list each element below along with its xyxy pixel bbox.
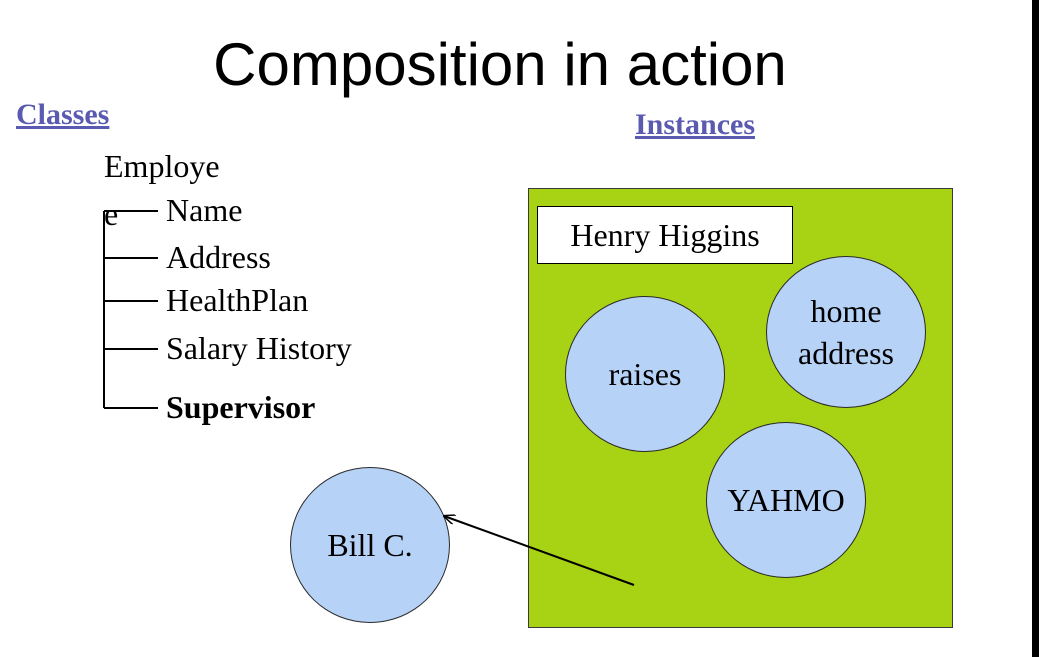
yahmo-label: YAHMO: [727, 482, 845, 518]
attribute-name: Name: [166, 192, 243, 228]
attribute-salary-history: Salary History: [166, 330, 352, 366]
instances-heading: Instances: [635, 108, 756, 141]
employee-class-name-line1: Employe: [104, 148, 220, 184]
attribute-supervisor: Supervisor: [166, 389, 316, 425]
home-address-label-line1: home: [810, 293, 882, 329]
classes-heading: Classes: [16, 98, 110, 131]
employee-class-name-line2: e: [104, 196, 119, 232]
right-edge-bar: [1032, 0, 1039, 657]
attribute-address: Address: [166, 239, 271, 275]
instance-name-label: Henry Higgins: [537, 206, 793, 264]
slide-title: Composition in action: [213, 31, 787, 98]
home-address-label-line2: address: [798, 335, 894, 371]
bill-c-label: Bill C.: [327, 527, 413, 563]
raises-label: raises: [608, 356, 682, 392]
attribute-healthplan: HealthPlan: [166, 282, 309, 318]
supervisor-arrow: [444, 516, 634, 585]
